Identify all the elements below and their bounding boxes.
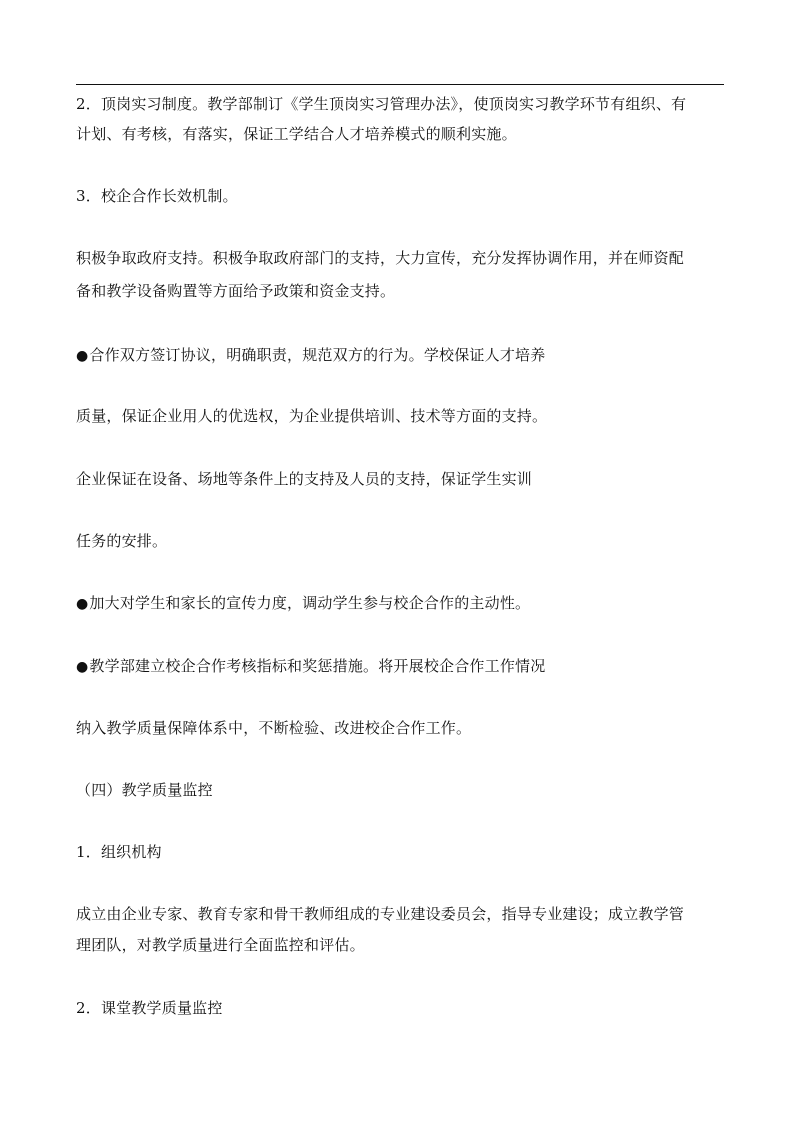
paragraph-line: 2．顶岗实习制度。教学部制订《学生顶岗实习管理办法》，使顶岗实习教学环节有组织、有 xyxy=(76,95,687,113)
bullet-text: 合作双方签订协议，明确职责，规范双方的行为。学校保证人才培养 xyxy=(89,346,546,364)
bullet-text: 教学部建立校企合作考核指标和奖惩措施。将开展校企合作工作情况 xyxy=(89,657,546,675)
bullet-item xyxy=(76,345,736,366)
paragraph-line: 理团队，对教学质量进行全面监控和评估。 xyxy=(76,936,365,954)
section-heading: （四）教学质量监控 xyxy=(76,781,213,799)
bullet-icon: ● xyxy=(76,596,89,612)
section-heading: 3．校企合作长效机制。 xyxy=(76,187,238,205)
bullet-icon: ● xyxy=(76,348,89,364)
paragraph-line: 计划、有考核，有落实，保证工学结合人才培养模式的顺利实施。 xyxy=(76,125,517,143)
paragraph-line: 任务的安排。 xyxy=(76,532,168,550)
paragraph-line: 纳入教学质量保障体系中，不断检验、改进校企合作工作。 xyxy=(76,719,472,737)
paragraph-line: 质量，保证企业用人的优选权，为企业提供培训、技术等方面的支持。 xyxy=(76,407,548,425)
bullet-item xyxy=(76,656,736,677)
section-heading: 2．课堂教学质量监控 xyxy=(76,999,223,1017)
section-heading: 1．组织机构 xyxy=(76,843,162,861)
paragraph-line: 成立由企业专家、教育专家和骨干教师组成的专业建设委员会，指导专业建设；成立教学管 xyxy=(76,905,685,923)
paragraph-line: 积极争取政府支持。积极争取政府部门的支持，大力宣传，充分发挥协调作用，并在师资配 xyxy=(76,249,685,267)
bullet-text: 加大对学生和家长的宣传力度，调动学生参与校企合作的主动性。 xyxy=(89,594,531,612)
paragraph-line: 备和教学设备购置等方面给予政策和资金支持。 xyxy=(76,282,396,300)
paragraph-line: 企业保证在设备、场地等条件上的支持及人员的支持，保证学生实训 xyxy=(76,470,533,488)
bullet-item xyxy=(76,593,736,614)
bullet-icon: ● xyxy=(76,659,89,675)
header-rule xyxy=(76,84,724,85)
